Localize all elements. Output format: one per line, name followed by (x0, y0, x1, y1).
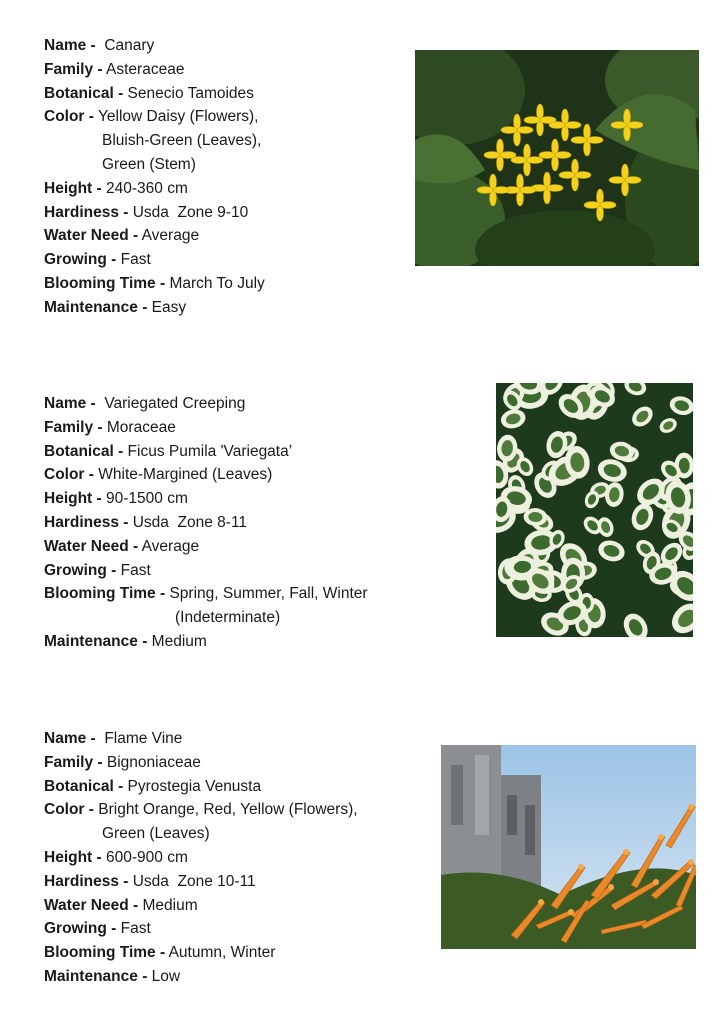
name-value: Canary (104, 37, 155, 54)
color-row-continued (44, 822, 358, 846)
botanical-row (44, 82, 265, 106)
color-value: Bright Orange, Red, Yellow (Flowers), (98, 801, 358, 819)
color-row (44, 463, 368, 487)
maintenance-label: Maintenance - (44, 298, 148, 316)
growing-row (44, 559, 368, 583)
height-row (44, 177, 265, 201)
plant-entry-variegated-creeping (44, 392, 368, 654)
water-row (44, 224, 265, 248)
name-value: Flame Vine (104, 730, 183, 747)
growing-value: Fast (120, 251, 151, 269)
maintenance-value: Low (151, 967, 181, 985)
family-row (44, 751, 358, 775)
yellow-flower-image (415, 50, 699, 266)
blooming-row-continued (44, 606, 368, 630)
water-label: Water Need - (44, 537, 139, 555)
maintenance-value: Easy (151, 298, 187, 316)
growing-label: Growing - (44, 251, 117, 269)
botanical-value: Senecio Tamoides (127, 84, 254, 102)
name-value: Variegated Creeping (104, 395, 246, 412)
blooming-label: Blooming Time - (44, 944, 166, 962)
plant-entry-flame-vine (44, 727, 358, 989)
name-label: Name - (44, 395, 96, 412)
hardiness-value: Usda Zone 9-10 (132, 203, 249, 221)
hardiness-row (44, 201, 265, 225)
maintenance-row (44, 296, 265, 320)
growing-value: Fast (120, 561, 151, 579)
water-value: Average (141, 227, 200, 245)
growing-row (44, 248, 265, 272)
botanical-label: Botanical - (44, 84, 124, 102)
color-value: Yellow Daisy (Flowers), (97, 108, 259, 126)
hardiness-row (44, 511, 368, 535)
family-label: Family - (44, 753, 103, 771)
blooming-label: Blooming Time - (44, 274, 166, 292)
hardiness-label: Hardiness - (44, 513, 129, 531)
blooming-value: (Indeterminate) (175, 609, 281, 627)
name-row (44, 34, 265, 58)
plant-photo-canary (415, 50, 699, 266)
plant-photo-flame-vine (441, 745, 696, 949)
hardiness-value: Usda Zone 10-11 (132, 872, 256, 890)
family-label: Family - (44, 418, 103, 436)
family-value: Bignoniaceae (106, 753, 201, 771)
height-row (44, 846, 358, 870)
growing-value: Fast (120, 920, 151, 938)
color-label: Color - (44, 108, 94, 126)
color-value: White-Margined (Leaves) (98, 466, 273, 484)
name-row (44, 727, 358, 751)
blooming-row (44, 941, 358, 965)
color-row (44, 798, 358, 822)
growing-label: Growing - (44, 920, 117, 938)
name-row (44, 392, 368, 416)
name-label: Name - (44, 37, 96, 54)
height-label: Height - (44, 848, 102, 866)
blooming-value: Autumn, Winter (168, 944, 276, 962)
maintenance-row (44, 965, 358, 989)
color-value: Green (Stem) (102, 155, 196, 173)
hardiness-label: Hardiness - (44, 872, 129, 890)
height-value: 90-1500 cm (106, 490, 188, 508)
maintenance-row (44, 630, 368, 654)
variegated-leaves-image (496, 383, 693, 637)
height-label: Height - (44, 179, 102, 197)
botanical-value: Pyrostegia Venusta (127, 777, 262, 795)
color-value: Green (Leaves) (102, 825, 210, 843)
color-row (44, 105, 265, 129)
plant-entry-canary (44, 34, 265, 320)
name-label: Name - (44, 730, 96, 747)
blooming-row (44, 582, 368, 606)
growing-label: Growing - (44, 561, 117, 579)
hardiness-value: Usda Zone 8-11 (132, 513, 248, 531)
blooming-value: March To July (169, 274, 265, 292)
family-row (44, 58, 265, 82)
water-label: Water Need - (44, 896, 139, 914)
water-value: Medium (142, 896, 198, 914)
water-label: Water Need - (44, 227, 139, 245)
water-row (44, 535, 368, 559)
growing-row (44, 917, 358, 941)
blooming-value: Spring, Summer, Fall, Winter (169, 585, 368, 603)
hardiness-row (44, 870, 358, 894)
family-value: Moraceae (106, 418, 176, 436)
orange-flowers-image (441, 745, 696, 949)
maintenance-label: Maintenance - (44, 967, 148, 985)
plant-photo-variegated-creeping (496, 383, 693, 637)
family-row (44, 416, 368, 440)
height-value: 600-900 cm (106, 848, 188, 866)
color-row-continued (44, 153, 265, 177)
botanical-label: Botanical - (44, 442, 124, 460)
color-label: Color - (44, 466, 94, 484)
height-label: Height - (44, 490, 102, 508)
color-value: Bluish-Green (Leaves), (102, 132, 262, 150)
botanical-value: Ficus Pumila 'Variegata’ (127, 442, 293, 460)
botanical-row (44, 775, 358, 799)
maintenance-value: Medium (151, 632, 207, 650)
height-value: 240-360 cm (106, 179, 188, 197)
blooming-row (44, 272, 265, 296)
family-value: Asteraceae (106, 60, 185, 78)
water-row (44, 894, 358, 918)
color-row-continued (44, 129, 265, 153)
botanical-row (44, 440, 368, 464)
color-label: Color - (44, 801, 94, 819)
water-value: Average (141, 537, 200, 555)
botanical-label: Botanical - (44, 777, 124, 795)
height-row (44, 487, 368, 511)
maintenance-label: Maintenance - (44, 632, 148, 650)
hardiness-label: Hardiness - (44, 203, 129, 221)
blooming-label: Blooming Time - (44, 585, 166, 603)
family-label: Family - (44, 60, 103, 78)
